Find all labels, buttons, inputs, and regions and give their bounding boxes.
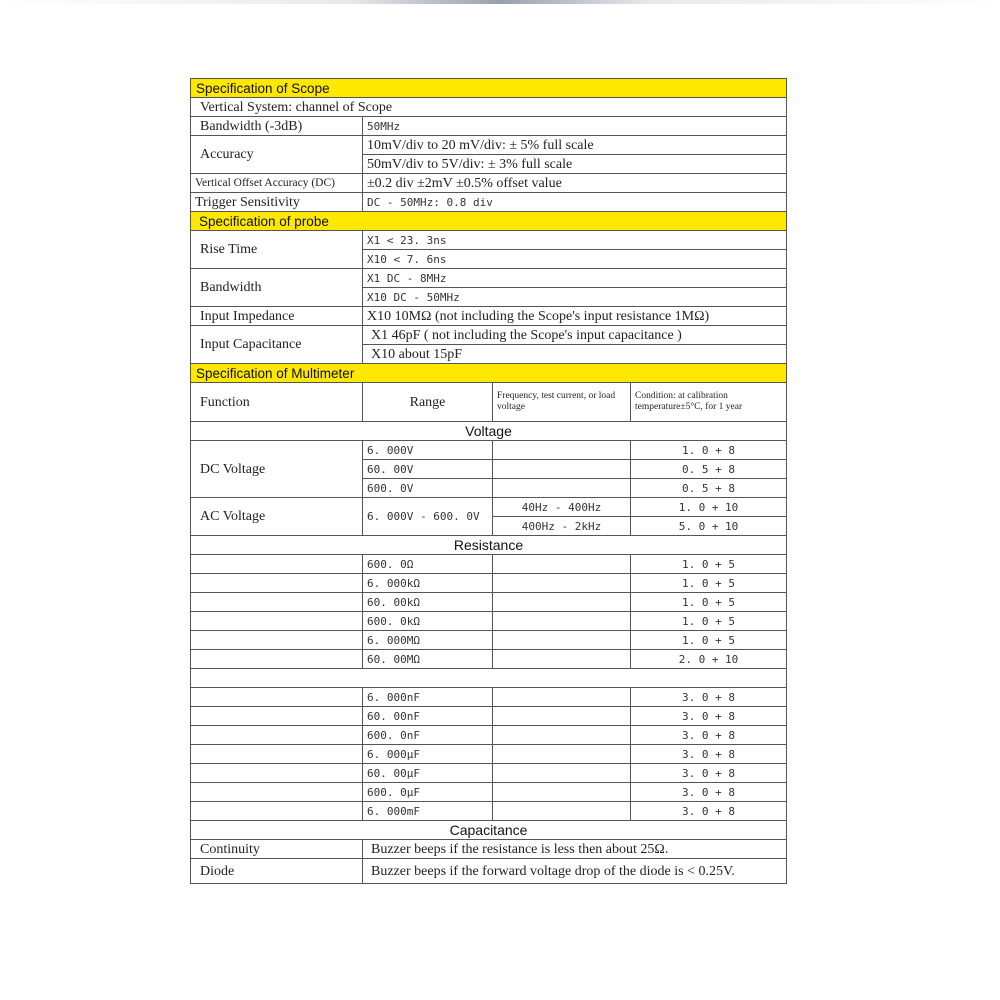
scope-bandwidth-row (191, 117, 787, 136)
resistance-section-title: Resistance (191, 536, 787, 555)
vertical-system-row (191, 98, 787, 117)
rise-time-x1: X1 < 23. 3ns (363, 231, 787, 250)
ac-voltage-label: AC Voltage (191, 498, 363, 536)
impedance-label: Input Impedance (191, 307, 363, 326)
input-capacitance-label: Input Capacitance (191, 326, 363, 364)
capacitance-freq (493, 688, 631, 707)
probe-header: Specification of probe (191, 212, 787, 231)
resistance-accuracy: 1. 0 + 5 (631, 574, 787, 593)
dc-row-1 (191, 441, 787, 460)
accuracy-value-2: 50mV/div to 5V/div: ± 3% full scale (363, 155, 787, 174)
resistance-freq (493, 574, 631, 593)
probe-bandwidth-x1: X1 DC - 8MHz (363, 269, 787, 288)
capacitance-function-cell (191, 688, 363, 707)
capacitance-range: 600. 0nF (363, 726, 493, 745)
diode-row (191, 859, 787, 884)
capacitance-function-cell (191, 764, 363, 783)
impedance-row (191, 307, 787, 326)
capacitance-range: 60. 00nF (363, 707, 493, 726)
scope-bandwidth-label: Bandwidth (-3dB) (191, 117, 363, 136)
capacitance-freq (493, 745, 631, 764)
dc-freq (493, 479, 631, 498)
scope-header: Specification of Scope (191, 79, 787, 98)
dc-accuracy: 0. 5 + 8 (631, 479, 787, 498)
resistance-freq (493, 593, 631, 612)
capacitance-range: 6. 000mF (363, 802, 493, 821)
resistance-function-cell (191, 612, 363, 631)
capacitance-function-cell (191, 802, 363, 821)
capacitance-row-1 (191, 326, 787, 345)
capacitance-freq (493, 783, 631, 802)
capacitance-freq (493, 707, 631, 726)
ac-range: 6. 000V - 600. 0V (363, 498, 493, 536)
capacitance-range-row (191, 764, 787, 783)
continuity-value: Buzzer beeps if the resistance is less then about 25Ω. (363, 840, 787, 859)
resistance-freq (493, 555, 631, 574)
multimeter-header: Specification of Multimeter (191, 364, 787, 383)
resistance-accuracy: 1. 0 + 5 (631, 631, 787, 650)
trigger-value: DC - 50MHz: 0.8 div (363, 193, 787, 212)
column-header-row (191, 383, 787, 422)
capacitance-freq (493, 726, 631, 745)
resistance-section-row (191, 536, 787, 555)
resistance-range: 60. 00MΩ (363, 650, 493, 669)
ac-freq: 400Hz - 2kHz (493, 517, 631, 536)
dc-freq (493, 441, 631, 460)
resistance-function-cell (191, 555, 363, 574)
resistance-range: 6. 000MΩ (363, 631, 493, 650)
dc-range: 6. 000V (363, 441, 493, 460)
ac-freq: 40Hz - 400Hz (493, 498, 631, 517)
col-frequency-header: Frequency, test current, or load voltage (493, 383, 631, 422)
dc-voltage-label: DC Voltage (191, 441, 363, 498)
resistance-function-cell (191, 574, 363, 593)
resistance-range: 600. 0Ω (363, 555, 493, 574)
resistance-range: 600. 0kΩ (363, 612, 493, 631)
capacitance-range-row (191, 802, 787, 821)
capacitance-accuracy: 3. 0 + 8 (631, 764, 787, 783)
spacer-row (191, 669, 787, 688)
ac-accuracy: 5. 0 + 10 (631, 517, 787, 536)
capacitance-range: 600. 0μF (363, 783, 493, 802)
probe-bandwidth-row-1 (191, 269, 787, 288)
voltage-section-title: Voltage (191, 422, 787, 441)
dc-range: 60. 00V (363, 460, 493, 479)
impedance-value: X10 10MΩ (not including the Scope's input resistance 1MΩ) (363, 307, 787, 326)
scope-bandwidth-value: 50MHz (363, 117, 787, 136)
rise-time-row-1 (191, 231, 787, 250)
offset-label: Vertical Offset Accuracy (DC) (191, 174, 363, 193)
resistance-range: 6. 000kΩ (363, 574, 493, 593)
col-function-header: Function (191, 383, 363, 422)
resistance-row (191, 593, 787, 612)
continuity-label: Continuity (191, 840, 363, 859)
resistance-freq (493, 631, 631, 650)
resistance-function-cell (191, 631, 363, 650)
resistance-accuracy: 1. 0 + 5 (631, 612, 787, 631)
capacitance-section-row (191, 821, 787, 840)
capacitance-freq (493, 764, 631, 783)
capacitance-range: 6. 000μF (363, 745, 493, 764)
scope-header-row (191, 79, 787, 98)
resistance-function-cell (191, 650, 363, 669)
probe-header-row (191, 212, 787, 231)
capacitance-function-cell (191, 707, 363, 726)
probe-bandwidth-x10: X10 DC - 50MHz (363, 288, 787, 307)
capacitance-accuracy: 3. 0 + 8 (631, 688, 787, 707)
capacitance-function-cell (191, 745, 363, 764)
resistance-row (191, 631, 787, 650)
dc-range: 600. 0V (363, 479, 493, 498)
capacitance-freq (493, 802, 631, 821)
capacitance-accuracy: 3. 0 + 8 (631, 745, 787, 764)
resistance-row (191, 574, 787, 593)
capacitance-range-row (191, 688, 787, 707)
dc-accuracy: 1. 0 + 8 (631, 441, 787, 460)
spec-table (190, 78, 787, 884)
accuracy-row-1 (191, 136, 787, 155)
input-capacitance-x10: X10 about 15pF (363, 345, 787, 364)
capacitance-accuracy: 3. 0 + 8 (631, 783, 787, 802)
resistance-accuracy: 2. 0 + 10 (631, 650, 787, 669)
ac-accuracy: 1. 0 + 10 (631, 498, 787, 517)
resistance-accuracy: 1. 0 + 5 (631, 593, 787, 612)
capacitance-range-row (191, 745, 787, 764)
diode-label: Diode (191, 859, 363, 884)
capacitance-range-row (191, 726, 787, 745)
resistance-freq (493, 650, 631, 669)
multimeter-header-row (191, 364, 787, 383)
capacitance-range: 60. 00μF (363, 764, 493, 783)
capacitance-range-row (191, 707, 787, 726)
spacer-cell (191, 669, 787, 688)
col-condition-header: Condition: at calibration temperature±5°C, for 1 year (631, 383, 787, 422)
rise-time-label: Rise Time (191, 231, 363, 269)
accuracy-label: Accuracy (191, 136, 363, 174)
col-range-header: Range (363, 383, 493, 422)
capacitance-range: 6. 000nF (363, 688, 493, 707)
ac-row-1 (191, 498, 787, 517)
capacitance-range-row (191, 783, 787, 802)
dc-freq (493, 460, 631, 479)
diode-value: Buzzer beeps if the forward voltage drop of the diode is < 0.25V. (363, 859, 787, 884)
trigger-label: Trigger Sensitivity (191, 193, 363, 212)
resistance-range: 60. 00kΩ (363, 593, 493, 612)
probe-bandwidth-label: Bandwidth (191, 269, 363, 307)
trigger-row (191, 193, 787, 212)
resistance-row (191, 555, 787, 574)
offset-row (191, 174, 787, 193)
resistance-function-cell (191, 593, 363, 612)
capacitance-section-title: Capacitance (191, 821, 787, 840)
dc-accuracy: 0. 5 + 8 (631, 460, 787, 479)
continuity-row (191, 840, 787, 859)
voltage-section-row (191, 422, 787, 441)
resistance-freq (493, 612, 631, 631)
offset-value: ±0.2 div ±2mV ±0.5% offset value (363, 174, 787, 193)
accuracy-value-1: 10mV/div to 20 mV/div: ± 5% full scale (363, 136, 787, 155)
resistance-row (191, 650, 787, 669)
vertical-system-label: Vertical System: channel of Scope (191, 98, 787, 117)
capacitance-function-cell (191, 783, 363, 802)
capacitance-accuracy: 3. 0 + 8 (631, 707, 787, 726)
input-capacitance-x1: X1 46pF ( not including the Scope's input capacitance ) (363, 326, 787, 345)
top-edge-bar (0, 0, 1000, 4)
capacitance-function-cell (191, 726, 363, 745)
capacitance-accuracy: 3. 0 + 8 (631, 802, 787, 821)
resistance-accuracy: 1. 0 + 5 (631, 555, 787, 574)
resistance-row (191, 612, 787, 631)
rise-time-x10: X10 < 7. 6ns (363, 250, 787, 269)
capacitance-accuracy: 3. 0 + 8 (631, 726, 787, 745)
